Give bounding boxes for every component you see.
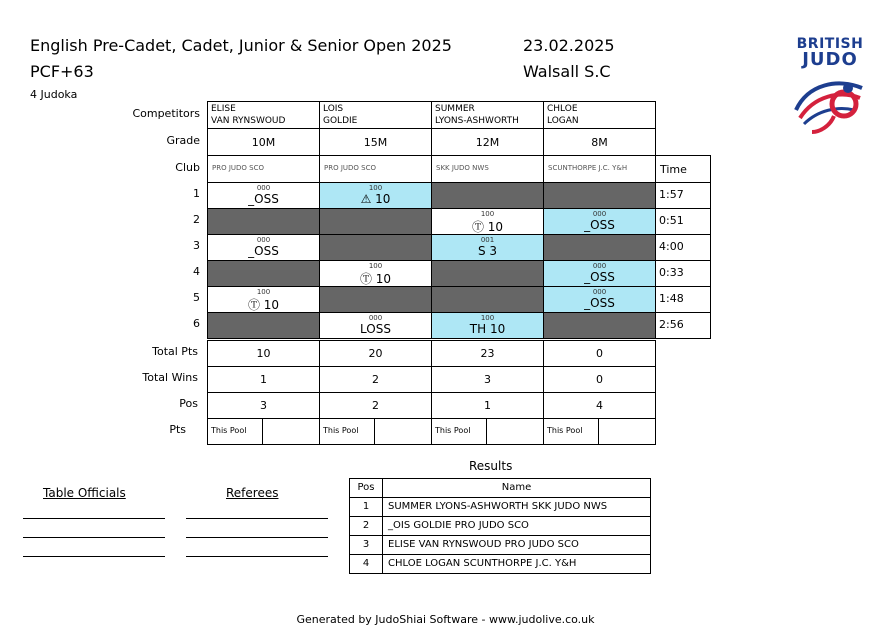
- match-time: 1:57: [659, 188, 684, 201]
- referees-label: Referees: [226, 486, 279, 500]
- match-time-cell: [655, 234, 711, 261]
- results-row-name-cell: [382, 497, 651, 517]
- total-points: 20: [368, 347, 383, 360]
- match-result-cell: [431, 286, 544, 313]
- results-pos-header: Pos: [357, 482, 375, 493]
- pool-points-label-cell: [207, 418, 263, 445]
- pts-row-label: Pts: [169, 423, 186, 436]
- position: 4: [596, 399, 603, 412]
- match-result-cell: [319, 286, 432, 313]
- match-time-cell: [655, 312, 711, 339]
- score-code: 000: [592, 288, 607, 296]
- match-result-cell: [543, 260, 656, 287]
- results-name: ELISE VAN RYNSWOUD PRO JUDO SCO: [388, 539, 579, 550]
- match-number: 3: [193, 239, 200, 252]
- match-result: LOSS: [360, 322, 391, 336]
- score-code: 001: [480, 236, 495, 244]
- official-signature-line: [23, 556, 165, 557]
- match-time: 4:00: [659, 240, 684, 253]
- match-time-cell: [655, 208, 711, 235]
- match-result: _OSS: [584, 270, 615, 284]
- total-points-cell: [319, 340, 432, 367]
- competitor-first-name: SUMMER: [435, 104, 475, 114]
- competitor-club-cell: [319, 155, 432, 183]
- match-result-cell: [431, 260, 544, 287]
- position-row-label: Pos: [179, 397, 198, 410]
- pool-points-value-cell: [486, 418, 544, 445]
- competitor-name-cell: [543, 101, 656, 129]
- results-name-header: Name: [501, 482, 532, 493]
- match-result-cell: [319, 312, 432, 339]
- pool-points-value-cell: [598, 418, 656, 445]
- match-result-cell: [431, 312, 544, 339]
- competitor-grade-cell: [431, 128, 544, 156]
- total-points-cell: [431, 340, 544, 367]
- results-row-name-cell: [382, 535, 651, 555]
- match-time-cell: [655, 260, 711, 287]
- venue-label: Walsall S.C: [523, 62, 611, 81]
- event-date: 23.02.2025: [523, 36, 615, 55]
- results-row-name-cell: [382, 516, 651, 536]
- match-number: 1: [193, 187, 200, 200]
- total-wins-cell: [543, 366, 656, 393]
- match-result-cell: [543, 208, 656, 235]
- results-name: CHLOE LOGAN SCUNTHORPE J.C. Y&H: [388, 558, 577, 569]
- match-time: 0:33: [659, 266, 684, 279]
- total-wins: 2: [372, 373, 379, 386]
- pool-points-label: This Pool: [323, 426, 359, 435]
- match-result: _OSS: [248, 192, 279, 206]
- total-points-cell: [543, 340, 656, 367]
- results-pos: 1: [362, 501, 370, 512]
- match-number: 6: [193, 317, 200, 330]
- competitor-club-cell: [207, 155, 320, 183]
- total-wins: 3: [484, 373, 491, 386]
- results-pos: 2: [362, 520, 370, 531]
- competitor-last-name: VAN RYNSWOUD: [211, 116, 286, 126]
- competitor-last-name: LYONS-ASHWORTH: [435, 116, 519, 126]
- grade-row-label: Grade: [166, 134, 200, 147]
- total-points-row-label: Total Pts: [152, 345, 198, 358]
- match-number: 4: [193, 265, 200, 278]
- competitor-last-name: LOGAN: [547, 116, 579, 126]
- competitor-first-name: ELISE: [211, 104, 236, 114]
- match-result-cell: [319, 208, 432, 235]
- total-points: 23: [480, 347, 495, 360]
- results-row-pos-cell: [349, 497, 383, 517]
- competitor-club: PRO JUDO SCO: [324, 164, 376, 172]
- judoka-count: 4 Judoka: [30, 88, 78, 101]
- total-points: 10: [256, 347, 271, 360]
- match-result-cell: [319, 260, 432, 287]
- match-time: 2:56: [659, 318, 684, 331]
- competitor-last-name: GOLDIE: [323, 116, 358, 126]
- results-pos: 3: [362, 539, 370, 550]
- match-result: _OSS: [584, 296, 615, 310]
- competitor-grade: 12M: [475, 136, 500, 149]
- competitor-club: SKK JUDO NWS: [436, 164, 489, 172]
- match-result-cell: [319, 182, 432, 209]
- total-wins-cell: [319, 366, 432, 393]
- table-officials-label: Table Officials: [43, 486, 126, 500]
- pool-points-label-cell: [431, 418, 487, 445]
- competitor-club-cell: [431, 155, 544, 183]
- match-result-cell: [207, 286, 320, 313]
- match-time-cell: [655, 286, 711, 313]
- match-time: 1:48: [659, 292, 684, 305]
- pool-points-label-cell: [543, 418, 599, 445]
- position-cell: [543, 392, 656, 419]
- official-signature-line: [23, 518, 165, 519]
- match-result: _OSS: [584, 218, 615, 232]
- match-result-cell: [543, 286, 656, 313]
- competitors-row-label: Competitors: [132, 107, 200, 120]
- total-wins-cell: [207, 366, 320, 393]
- match-time-cell: [655, 182, 711, 209]
- match-result-cell: [543, 312, 656, 339]
- position-cell: [207, 392, 320, 419]
- pool-points-value-cell: [374, 418, 432, 445]
- match-time: 0:51: [659, 214, 684, 227]
- results-row-pos-cell: [349, 535, 383, 555]
- score-code: 100: [256, 288, 271, 296]
- match-result: Ⓣ 10: [471, 220, 504, 234]
- match-result-cell: [543, 234, 656, 261]
- pool-points-value-cell: [262, 418, 320, 445]
- match-result-cell: [207, 208, 320, 235]
- pool-points-label: This Pool: [435, 426, 471, 435]
- match-result: S 3: [477, 244, 498, 258]
- score-code: 100: [368, 184, 383, 192]
- score-code: 000: [592, 210, 607, 218]
- match-result-cell: [431, 208, 544, 235]
- score-code: 100: [368, 262, 383, 270]
- competitor-name-cell: [319, 101, 432, 129]
- british-judo-logo: [790, 36, 870, 146]
- results-name: _OIS GOLDIE PRO JUDO SCO: [388, 520, 529, 531]
- logo-line2: JUDO: [802, 49, 858, 70]
- match-result-cell: [543, 182, 656, 209]
- match-result-cell: [431, 234, 544, 261]
- results-header-pos: [349, 478, 383, 498]
- total-wins: 0: [596, 373, 603, 386]
- score-code: 000: [368, 314, 383, 322]
- results-header-name: [382, 478, 651, 498]
- time-header: Time: [660, 163, 687, 176]
- official-signature-line: [23, 537, 165, 538]
- match-result: TH 10: [469, 322, 506, 336]
- results-row-pos-cell: [349, 516, 383, 536]
- position-cell: [319, 392, 432, 419]
- total-wins: 1: [260, 373, 267, 386]
- competitor-name-cell: [431, 101, 544, 129]
- match-result: _OSS: [248, 244, 279, 258]
- referee-signature-line: [186, 556, 328, 557]
- match-number: 2: [193, 213, 200, 226]
- competitor-grade-cell: [319, 128, 432, 156]
- score-code: 000: [592, 262, 607, 270]
- match-result-cell: [431, 182, 544, 209]
- results-pos: 4: [362, 558, 370, 569]
- pool-points-label: This Pool: [211, 426, 247, 435]
- position: 3: [260, 399, 267, 412]
- match-result-cell: [207, 182, 320, 209]
- total-wins-row-label: Total Wins: [142, 371, 198, 384]
- position-cell: [431, 392, 544, 419]
- match-result-cell: [207, 312, 320, 339]
- time-header-cell: [655, 155, 711, 183]
- pool-points-label: This Pool: [547, 426, 583, 435]
- competitor-first-name: LOIS: [323, 104, 344, 114]
- match-result-cell: [319, 234, 432, 261]
- logo-line1: BRITISH: [796, 36, 864, 52]
- results-row-name-cell: [382, 554, 651, 574]
- total-points-cell: [207, 340, 320, 367]
- total-wins-cell: [431, 366, 544, 393]
- referee-signature-line: [186, 518, 328, 519]
- match-result: Ⓣ 10: [359, 272, 392, 286]
- footer-credit: Generated by JudoShiai Software - www.judolive.co.uk: [296, 613, 595, 626]
- total-points: 0: [596, 347, 603, 360]
- score-code: 100: [480, 314, 495, 322]
- results-row-pos-cell: [349, 554, 383, 574]
- judoka-emblem-icon: [790, 70, 870, 140]
- match-result: ⚠ 10: [360, 192, 391, 206]
- club-row-label: Club: [175, 161, 200, 174]
- match-number: 5: [193, 291, 200, 304]
- referee-signature-line: [186, 537, 328, 538]
- competitor-grade: 15M: [363, 136, 388, 149]
- match-result-cell: [207, 260, 320, 287]
- score-code: 000: [256, 236, 271, 244]
- competitor-club: SCUNTHORPE J.C. Y&H: [548, 164, 628, 172]
- position: 1: [484, 399, 491, 412]
- competitor-grade-cell: [207, 128, 320, 156]
- event-title: English Pre-Cadet, Cadet, Junior & Senior Open 2025: [30, 36, 452, 55]
- competitor-grade-cell: [543, 128, 656, 156]
- competitor-grade: 10M: [251, 136, 276, 149]
- competitor-club: PRO JUDO SCO: [212, 164, 264, 172]
- position: 2: [372, 399, 379, 412]
- competitor-grade: 8M: [591, 136, 608, 149]
- score-code: 100: [480, 210, 495, 218]
- results-title: Results: [469, 459, 513, 473]
- score-code: 000: [256, 184, 271, 192]
- pool-points-label-cell: [319, 418, 375, 445]
- results-name: SUMMER LYONS-ASHWORTH SKK JUDO NWS: [388, 501, 608, 512]
- competitor-first-name: CHLOE: [547, 104, 578, 114]
- competitor-club-cell: [543, 155, 656, 183]
- match-result-cell: [207, 234, 320, 261]
- category-label: PCF+63: [30, 62, 94, 81]
- competitor-name-cell: [207, 101, 320, 129]
- match-result: Ⓣ 10: [247, 298, 280, 312]
